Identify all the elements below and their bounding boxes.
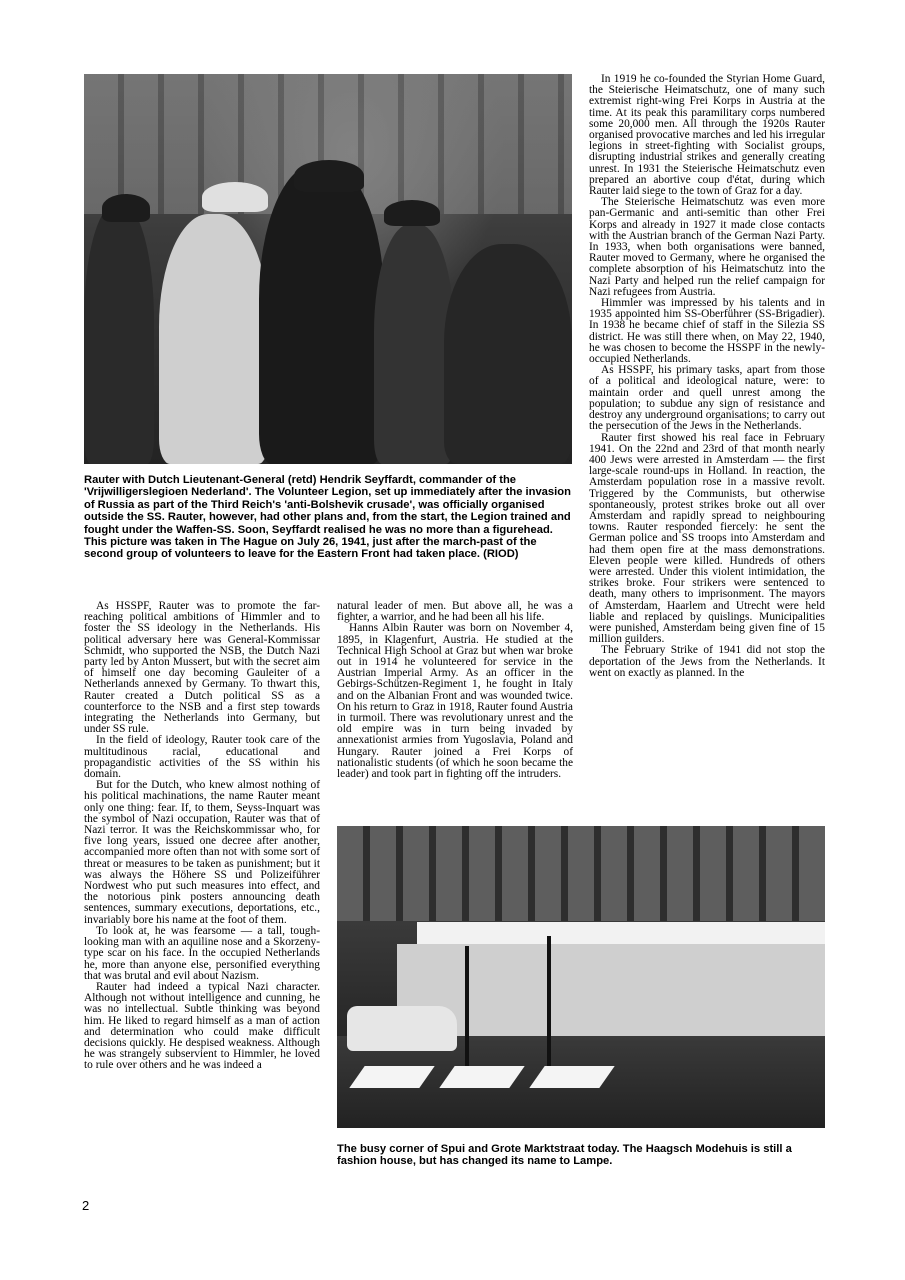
paragraph: The February Strike of 1941 did not stop the deportation of the Jews from the Netherlands. It went on exactly as planned. In the (589, 644, 825, 679)
paragraph: The Steierische Heimatschutz was even more pan-Germanic and anti-semitic than other Frei Korps and already in 1927 it made close contacts with the Austrian branch of the German Nazi Party. In 1933, when both organisations were banned, Rauter moved to Germany, where he organised the complete absorption of his Heimatschutz into the Nazi Party and helped run the relief campaign for Nazi refugees from Austria. (589, 196, 825, 298)
cap (102, 194, 150, 222)
top-photo-caption: Rauter with Dutch Lieutenant-General (retd) Hendrik Seyffardt, commander of the 'Vrijwilligerslegioen Nederland'. The Volunteer Legion, set up immediately after the invasion of Russia as part of the Third Reich's 'anti-Bolshevik crusade', was officially organised outside the SS. Rauter, however, had other plans and, from the start, the Legion trained and fought under the Waffen-SS. Soon, Seyffardt realised he was no more than a figurehead. This picture was taken in The Hague on July 26, 1941, just after the march-past of the second group of volunteers to leave for the Eastern Front had taken place. (RIOD) (84, 474, 571, 561)
paragraph: In 1919 he co-founded the Styrian Home Guard, the Steierische Heimatschutz, one of many such extremist right-wing Frei Korps in Austria at the time. At its peak this paramilitary corps numbered some 20,000 men. All through the 1920s Rauter organised provocative marches and led his irregular legions in street-fighting with Socialist groups, disrupting industrial strikes and generally creating unrest. In 1931 the Steierische Heimatschutz even prepared an abortive coup d'état, during which Rauter laid siege to the town of Graz for a day. (589, 73, 825, 198)
traffic-pole (547, 936, 551, 1066)
paragraph: Rauter had indeed a typical Nazi character. Although not without intelligence and cunning, he was no intellectual. Subtle thinking was beyond him. He liked to regard himself as a man of action and determination who could make difficult decisions quickly. He despised weakness. Although he was strangely subservient to Himmler, he loved to rule over others and he was indeed a (84, 980, 320, 1072)
paragraph: As HSSPF, Rauter was to promote the far-reaching political ambitions of Himmler and to foster the SS ideology in the Netherlands. His political adversary here was General-Kommissar Schmidt, who supported the NSB, the Dutch Nazi party led by Anton Mussert, but with the secret aim of himself one day becoming Gauleiter of a Netherlands annexed by Germany. To thwart this, Rauter created a Dutch political SS as a counterforce to the NSB and a first step towards integrating the Netherlands into Germany, but under SS rule. (84, 600, 320, 736)
crowd (444, 244, 572, 464)
cap (384, 200, 440, 226)
cap (202, 182, 268, 212)
paragraph: Hanns Albin Rauter was born on November 4, 1895, in Klagenfurt, Austria. He studied at the Technical High School at Graz but when war broke out in 1914 he volunteered for service in the Austrian Imperial Army. As an officer in the Gebirgs-Schützen-Regiment 1, he fought in Italy and on the Albanian Front and was wounded twice. On his return to Graz in 1918, Rauter found Austria in turmoil. There was revolutionary unrest and the old empire was in turn being invaded by annexationist armies from Yugoslavia, Poland and Hungary. Rauter joined a Frei Korps of nationalistic students (of which he soon became the leader) and took part in fighting off the intruders. (337, 622, 573, 781)
paragraph: As HSSPF, his primary tasks, apart from those of a political and ideological nature, were: to maintain order and quell unrest among the population; to subdue any sign of resistance and destroy any underground organisations; to carry out the persecution of the Jews in the Netherlands. (589, 364, 825, 433)
paragraph: Rauter first showed his real face in February 1941. On the 22nd and 23rd of that month nearly 400 Jews were arrested in Amsterdam — the first large-scale round-ups in Holland. In reaction, the Amsterdam population rose in a massive revolt. Triggered by the Communists, but otherwise spontaneously, protest strikes broke out all over Amsterdam and rapidly spread to neighbouring towns. Rauter responded fiercely: he sent the German police and SS troops into Amsterdam and had them open fire at the mass demonstrations. Eleven people were killed. Hundreds of others were arrested. Under this violent intimidation, the strikes broke. Four strikers were sentenced to death, many others to imprisonment. The mayors of Amsterdam, Haarlem and Utrecht were held liable and replaced by quislings. Municipalities were punished, Amsterdam being given fine of 15 million guilders. (589, 431, 825, 646)
paragraph: Himmler was impressed by his talents and in 1935 appointed him SS-Oberführer (SS-Brigadier). In 1938 he became chief of staff in the Silezia SS district. He was still there when, on May 22, 1940, he was chosen to become the HSSPF in the newly-occupied Netherlands. (589, 297, 825, 366)
paragraph: In the field of ideology, Rauter took care of the multitudinous racial, educational and propagandistic activities of the SS within his domain. (84, 734, 320, 781)
figure-seyffardt (159, 214, 269, 464)
column-1 (84, 601, 320, 1072)
traffic-pole (465, 946, 469, 1066)
car (347, 1006, 457, 1051)
storefront (397, 944, 825, 1039)
figure (84, 204, 154, 464)
bottom-photo-caption: The busy corner of Spui and Grote Marktstraat today. The Haagsch Modehuis is still a fashion house, but has changed its name to Lampe. (337, 1143, 792, 1168)
column-3 (589, 74, 825, 679)
building-upper-floors (337, 826, 825, 921)
paragraph: natural leader of men. But above all, he was a fighter, a warrior, and he had been all his life. (337, 600, 573, 624)
figure-rauter (259, 164, 384, 464)
figure (374, 224, 454, 464)
store-awning (417, 922, 825, 944)
top-photo (84, 74, 572, 464)
page-number: 2 (82, 1198, 90, 1213)
paragraph: But for the Dutch, who knew almost nothing of his political machinations, the name Rauter meant only one thing: fear. If, to them, Seyss-Inquart was the symbol of Nazi occupation, Rauter was that of Nazi terror. It was the Reichskommissar who, for five long years, issued one decree after another, accompanied more often than not with some sort of threat or measures to be taken as punishment; but it was always the Höhere SS und Polizeiführer Nordwest who put such measures into effect, and the notorious pink posters announcing death sentences, summary executions, deportations, etc., invariably bore his name at the foot of them. (84, 779, 320, 926)
bottom-photo (337, 826, 825, 1128)
column-2 (337, 601, 573, 780)
cap (294, 160, 364, 192)
paragraph: To look at, he was fearsome — a tall, tough-looking man with an aquiline nose and a Skorzeny-type scar on his face. In the occupied Netherlands he, more than anyone else, personified everything that was brutal and evil about Nazism. (84, 924, 320, 982)
